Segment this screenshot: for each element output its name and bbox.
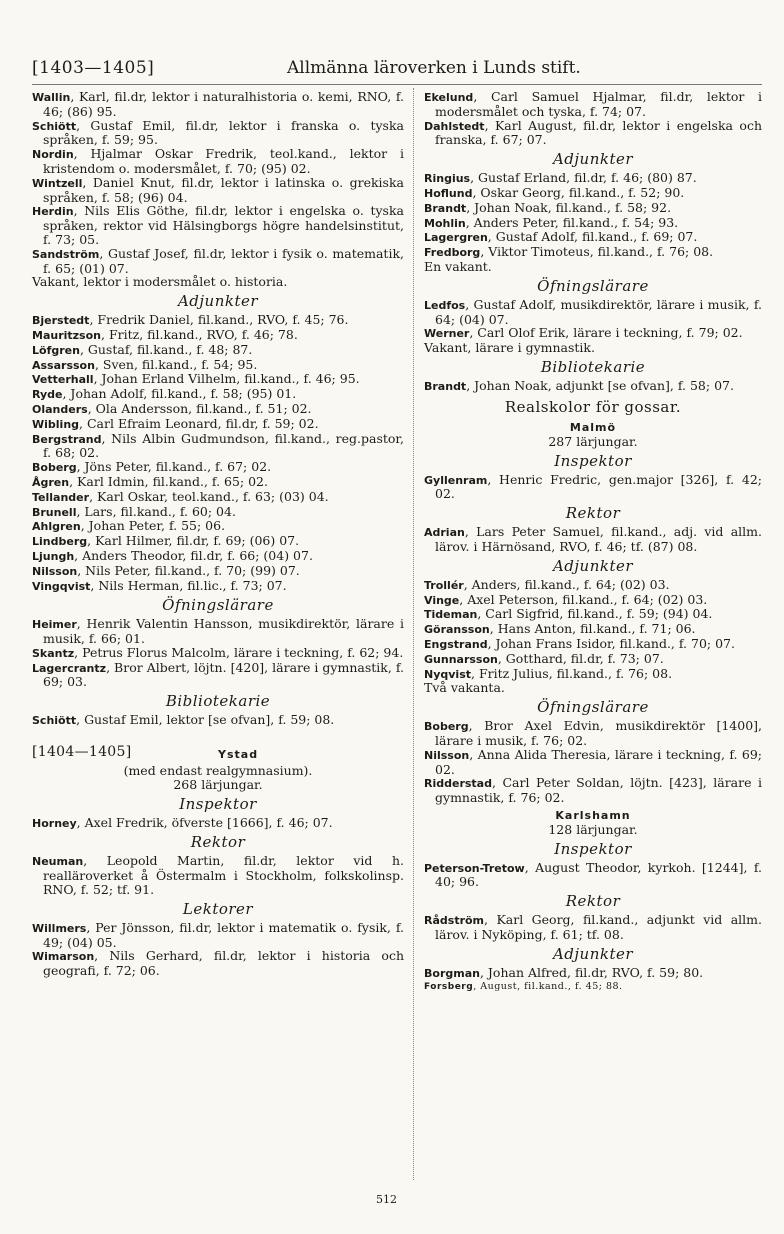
column-divider	[413, 88, 414, 1180]
staff-entry: Assarsson, Sven, fil.kand., f. 54; 95.	[32, 356, 258, 372]
vacancy-note: Vakant, lektor i modersmålet o. historia.	[32, 274, 288, 290]
staff-entry: Vinge, Axel Peterson, fil.kand., f. 64; (02) 03.	[424, 591, 708, 607]
staff-entry: Bergstrand, Nils Albin Gudmundson, fil.kand., reg.pastor, f. 68; 02.	[32, 430, 404, 461]
page-title: Allmänna läroverken i Lunds stift.	[287, 58, 581, 78]
staff-entry: Wallin, Karl, fil.dr, lektor i naturalhistoria o. kemi, RNO, f. 46; (86) 95.	[32, 89, 404, 119]
page-range: [1403—1405]	[32, 58, 155, 78]
section-heading-bibliotekarie: Bibliotekarie	[540, 357, 646, 376]
staff-entry: Ågren, Karl Idmin, fil.kand., f. 65; 02.	[32, 473, 268, 489]
staff-entry: Tellander, Karl Oskar, teol.kand., f. 63; (03) 04.	[32, 488, 329, 504]
staff-entry: Ledfos, Gustaf Adolf, musikdirektör, lärare i musik, f. 64; (04) 07.	[424, 296, 762, 327]
staff-entry: Brunell, Lars, fil.kand., f. 60; 04.	[32, 503, 236, 519]
staff-entry: Nyqvist, Fritz Julius, fil.kand., f. 76; 08.	[424, 665, 673, 681]
school-name: Malmö	[569, 420, 617, 434]
staff-entry: Ljungh, Anders Theodor, fil.dr, f. 66; (04) 07.	[32, 547, 313, 563]
staff-entry: Borgman, Johan Alfred, fil.dr, RVO, f. 59; 80.	[424, 964, 704, 980]
vacancy-note: Vakant, lärare i gymnastik.	[424, 340, 595, 356]
staff-entry: Vingqvist, Nils Herman, fil.lic., f. 73; 07.	[32, 577, 287, 593]
staff-entry: Göransson, Hans Anton, fil.kand., f. 71; 06.	[424, 621, 696, 637]
ystad-page-range: [1404—1405]	[32, 744, 132, 761]
staff-entry: Neuman, Leopold Martin, fil.dr, lektor vid h. realläroverket å Östermalm i Stockholm, folkskolinsp. RNO, f. 52; tf. 91.	[32, 853, 404, 898]
section-heading-inspektor: Inspektor	[179, 794, 257, 813]
staff-entry: Wimarson, Nils Gerhard, fil.dr, lektor i historia och geografi, f. 72; 06.	[32, 948, 404, 979]
section-heading-inspektor: Inspektor	[554, 839, 632, 858]
section-heading-rektor: Rektor	[565, 504, 621, 523]
section-heading-adjunkter: Adjunkter	[552, 556, 634, 575]
student-count: 268 lärjungar.	[173, 776, 263, 792]
staff-entry: Schiött, Gustaf Emil, fil.dr, lektor i franska o. tyska språken, f. 59; 95.	[32, 117, 404, 148]
staff-entry: Schiött, Gustaf Emil, lektor [se ofvan], f. 59; 08.	[32, 712, 335, 728]
staff-entry: Brandt, Johan Noak, adjunkt [se ofvan], f. 58; 07.	[424, 377, 734, 393]
staff-entry: Gunnarsson, Gotthard, fil.dr, f. 73; 07.	[424, 650, 664, 666]
staff-entry: Rådström, Karl Georg, fil.kand., adjunkt vid allm. lärov. i Nyköping, f. 61; tf. 08.	[424, 912, 762, 943]
vacancy-note: Två vakanta.	[424, 680, 505, 696]
section-heading-lektorer: Lektorer	[182, 899, 254, 918]
staff-entry: Mohlin, Anders Peter, fil.kand., f. 54; 93.	[424, 214, 679, 230]
staff-entry: Skantz, Petrus Florus Malcolm, lärare i teckning, f. 62; 94.	[32, 644, 404, 660]
staff-entry: Boberg, Bror Axel Edvin, musikdirektör [1400], lärare i musik, f. 76; 02.	[424, 718, 762, 748]
staff-entry: Adrian, Lars Peter Samuel, fil.kand., adj. vid allm. lärov. i Härnösand, RVO, f. 46; tf. (87) 08.	[424, 524, 762, 554]
staff-entry: Mauritzson, Fritz, fil.kand., RVO, f. 46; 78.	[32, 326, 298, 342]
vacancy-note: En vakant.	[424, 258, 492, 274]
staff-entry: Boberg, Jöns Peter, fil.kand., f. 67; 02.	[32, 459, 272, 475]
section-heading-ofningslarare: Öfningslärare	[537, 698, 649, 717]
school-note: (med endast realgymnasium).	[123, 763, 313, 779]
staff-entry: Lagergren, Gustaf Adolf, fil.kand., f. 69; 07.	[424, 229, 698, 245]
staff-entry: Hoflund, Oskar Georg, fil.kand., f. 52; 90.	[424, 184, 685, 200]
section-heading-ofningslarare: Öfningslärare	[162, 596, 274, 615]
school-name: Karlshamn	[555, 808, 631, 822]
section-heading-ofningslarare: Öfningslärare	[537, 276, 649, 295]
student-count: 287 lärjungar.	[548, 433, 638, 449]
section-heading-adjunkter: Adjunkter	[552, 150, 634, 169]
lektorer-list	[32, 90, 404, 275]
staff-entry: Bjerstedt, Fredrik Daniel, fil.kand., RVO, f. 45; 76.	[32, 312, 349, 328]
staff-entry: Wintzell, Daniel Knut, fil.dr, lektor i latinska o. grekiska språken, f. 58; (96) 04.	[32, 174, 404, 205]
section-heading-rektor: Rektor	[190, 833, 246, 852]
staff-entry: Vetterhall, Johan Erland Vilhelm, fil.kand., f. 46; 95.	[32, 371, 360, 387]
page-number: 512	[376, 1193, 397, 1206]
staff-entry: Nordin, Hjalmar Oskar Fredrik, teol.kand., lektor i kristendom o. modersmålet, f. 70; (95) 02.	[32, 146, 404, 176]
staff-entry: Ryde, Johan Adolf, fil.kand., f. 58; (95) 01.	[32, 386, 297, 402]
staff-entry: Dahlstedt, Karl August, fil.dr, lektor i engelska och franska, f. 67; 07.	[424, 117, 762, 148]
section-heading-inspektor: Inspektor	[554, 451, 632, 470]
staff-entry: Trollér, Anders, fil.kand., f. 64; (02) 03.	[424, 576, 670, 592]
staff-entry: Lagercrantz, Bror Albert, löjtn. [420], lärare i gymnastik, f. 69; 03.	[32, 659, 404, 690]
section-heading-adjunkter: Adjunkter	[177, 292, 259, 311]
staff-entry: Engstrand, Johan Frans Isidor, fil.kand., f. 70; 07.	[424, 635, 735, 651]
staff-entry: Horney, Axel Fredrik, öfverste [1666], f. 46; 07.	[32, 814, 333, 830]
staff-entry: Ekelund, Carl Samuel Hjalmar, fil.dr, lektor i modersmålet och tyska, f. 74; 07.	[424, 89, 762, 119]
section-heading-realskolor: Realskolor för gossar.	[504, 397, 682, 416]
running-head	[32, 56, 762, 82]
staff-entry: Nilsson, Anna Alida Theresia, lärare i teckning, f. 69; 02.	[424, 746, 762, 777]
section-heading-rektor: Rektor	[565, 892, 621, 911]
staff-entry: Gyllenram, Henric Fredric, gen.major [326], f. 42; 02.	[424, 471, 762, 502]
right-column	[424, 90, 762, 993]
left-column	[32, 90, 404, 978]
staff-entry: Herdin, Nils Elis Göthe, fil.dr, lektor i engelska o. tyska språken, rektor vid Hälsingborgs högre handelsinstitut, f. 73; 05.	[32, 203, 404, 247]
staff-entry: Olanders, Ola Andersson, fil.kand., f. 51; 02.	[32, 400, 312, 416]
ofningslarare-list	[32, 617, 404, 689]
staff-entry: Wibling, Carl Efraim Leonard, fil.dr, f. 59; 02.	[32, 415, 319, 431]
staff-entry: Ringius, Gustaf Erland, fil.dr, f. 46; (80) 87.	[424, 170, 697, 186]
adjunkter-list	[32, 313, 404, 593]
staff-entry: Fredborg, Viktor Timoteus, fil.kand., f. 76; 08.	[424, 244, 714, 260]
staff-entry: Ahlgren, Johan Peter, f. 55; 06.	[32, 518, 226, 534]
section-heading-adjunkter: Adjunkter	[552, 944, 634, 963]
section-heading-bibliotekarie: Bibliotekarie	[165, 692, 271, 711]
staff-entry: Sandström, Gustaf Josef, fil.dr, lektor i fysik o. matematik, f. 65; (01) 07.	[32, 245, 404, 276]
staff-entry: Tideman, Carl Sigfrid, fil.kand., f. 59; (94) 04.	[424, 606, 713, 622]
staff-entry: Nilsson, Nils Peter, fil.kand., f. 70; (99) 07.	[32, 562, 300, 578]
staff-entry: Forsberg, August, fil.kand., f. 45; 88.	[424, 980, 623, 992]
school-name: Ystad	[218, 748, 259, 762]
staff-entry: Ridderstad, Carl Peter Soldan, löjtn. [423], lärare i gymnastik, f. 76; 02.	[424, 775, 762, 806]
staff-entry: Lindberg, Karl Hilmer, fil.dr, f. 69; (06) 07.	[32, 533, 300, 549]
student-count: 128 lärjungar.	[548, 821, 638, 837]
staff-entry: Peterson-Tretow, August Theodor, kyrkoh. [1244], f. 40; 96.	[424, 859, 762, 890]
staff-entry: Werner, Carl Olof Erik, lärare i teckning, f. 79; 02.	[424, 325, 743, 341]
staff-entry: Brandt, Johan Noak, fil.kand., f. 58; 92.	[424, 199, 672, 215]
staff-entry: Heimer, Henrik Valentin Hansson, musikdirektör, lärare i musik, f. 66; 01.	[32, 616, 404, 647]
school-header-ystad	[32, 746, 404, 764]
staff-entry: Löfgren, Gustaf, fil.kand., f. 48; 87.	[32, 341, 253, 357]
staff-entry: Willmers, Per Jönsson, fil.dr, lektor i matematik o. fysik, f. 49; (04) 05.	[32, 919, 404, 950]
header-rule	[32, 84, 762, 85]
